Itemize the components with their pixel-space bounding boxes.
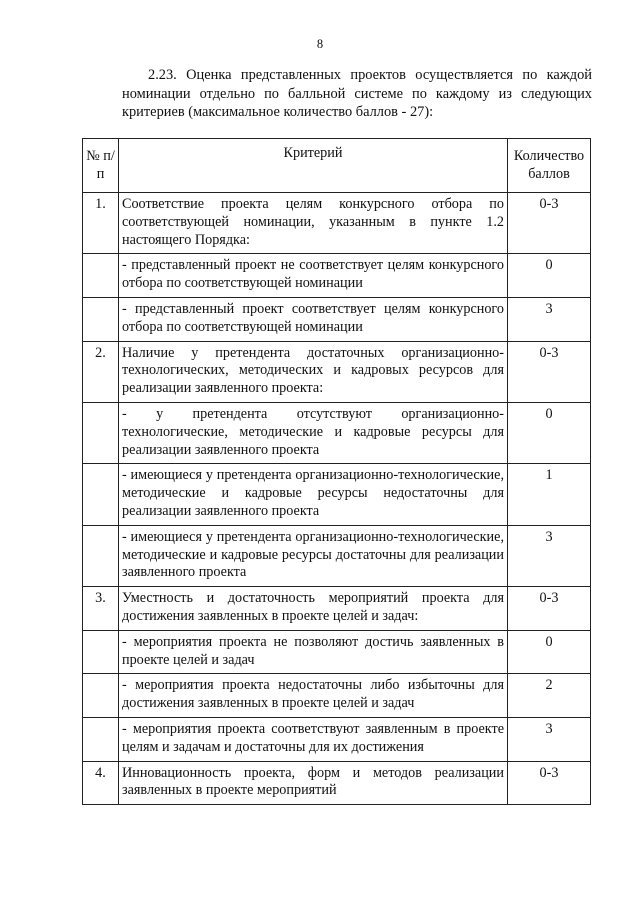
table-row bbox=[83, 717, 591, 761]
table-row bbox=[83, 193, 591, 254]
table-row bbox=[83, 254, 591, 298]
row-score: 3 bbox=[508, 717, 591, 761]
row-criterion: - мероприятия проекта не позволяют достичь заявленных в проекте целей и задач bbox=[119, 630, 508, 674]
row-num bbox=[83, 297, 119, 341]
row-num bbox=[83, 525, 119, 586]
row-score: 0-3 bbox=[508, 341, 591, 402]
table-row bbox=[83, 525, 591, 586]
table-row bbox=[83, 674, 591, 718]
row-num: 4. bbox=[83, 761, 119, 805]
table-row bbox=[83, 341, 591, 402]
row-score: 2 bbox=[508, 674, 591, 718]
intro-text: 2.23. Оценка представленных проектов осуществляется по каждой номинации отдельно по балльной системе по каждому из следующих критериев (максимальное количество баллов - 27): bbox=[122, 67, 592, 120]
row-score: 0 bbox=[508, 402, 591, 463]
row-num: 3. bbox=[83, 587, 119, 631]
row-criterion: - представленный проект не соответствует целям конкурсного отбора по соответствующей номинации bbox=[119, 254, 508, 298]
header-criterion: Критерий bbox=[119, 139, 508, 193]
table-row bbox=[83, 297, 591, 341]
table-row bbox=[83, 464, 591, 525]
row-num bbox=[83, 630, 119, 674]
row-criterion: Уместность и достаточность мероприятий проекта для достижения заявленных в проекте целей и задач: bbox=[119, 587, 508, 631]
table-header-row bbox=[83, 139, 591, 193]
row-num bbox=[83, 674, 119, 718]
row-score: 0 bbox=[508, 254, 591, 298]
row-score: 1 bbox=[508, 464, 591, 525]
row-score: 0-3 bbox=[508, 193, 591, 254]
row-score: 0-3 bbox=[508, 761, 591, 805]
row-criterion: Наличие у претендента достаточных организационно-технологических, методических и кадровых ресурсов для реализации заявленного проекта: bbox=[119, 341, 508, 402]
row-num bbox=[83, 402, 119, 463]
row-score: 0-3 bbox=[508, 587, 591, 631]
row-num: 1. bbox=[83, 193, 119, 254]
page-number: 8 bbox=[316, 37, 324, 51]
criteria-table bbox=[82, 138, 591, 805]
row-criterion: - имеющиеся у претендента организационно-технологические, методические и кадровые ресурсы недостаточны для реализации заявленного проекта bbox=[119, 464, 508, 525]
header-num: № п/п bbox=[83, 139, 119, 193]
row-criterion: Соответствие проекта целям конкурсного отбора по соответствующей номинации, указанным в пункте 1.2 настоящего Порядка: bbox=[119, 193, 508, 254]
row-score: 3 bbox=[508, 297, 591, 341]
intro-paragraph bbox=[122, 66, 592, 122]
row-criterion: - имеющиеся у претендента организационно-технологические, методические и кадровые ресурсы достаточны для реализации заявленного проекта bbox=[119, 525, 508, 586]
row-score: 3 bbox=[508, 525, 591, 586]
table-row bbox=[83, 630, 591, 674]
table-row bbox=[83, 761, 591, 805]
table-row bbox=[83, 587, 591, 631]
row-criterion: - мероприятия проекта соответствуют заявленным в проекте целям и задачам и достаточны для их достижения bbox=[119, 717, 508, 761]
row-criterion: - у претендента отсутствуют организационно-технологические, методические и кадровые ресурсы для реализации заявленного проекта bbox=[119, 402, 508, 463]
table-row bbox=[83, 402, 591, 463]
row-num bbox=[83, 464, 119, 525]
row-num bbox=[83, 717, 119, 761]
row-num bbox=[83, 254, 119, 298]
row-score: 0 bbox=[508, 630, 591, 674]
row-criterion: Инновационность проекта, форм и методов реализации заявленных в проекте мероприятий bbox=[119, 761, 508, 805]
row-num: 2. bbox=[83, 341, 119, 402]
header-score: Количество баллов bbox=[508, 139, 591, 193]
row-criterion: - представленный проект соответствует целям конкурсного отбора по соответствующей номинации bbox=[119, 297, 508, 341]
row-criterion: - мероприятия проекта недостаточны либо избыточны для достижения заявленных в проекте целей и задач bbox=[119, 674, 508, 718]
